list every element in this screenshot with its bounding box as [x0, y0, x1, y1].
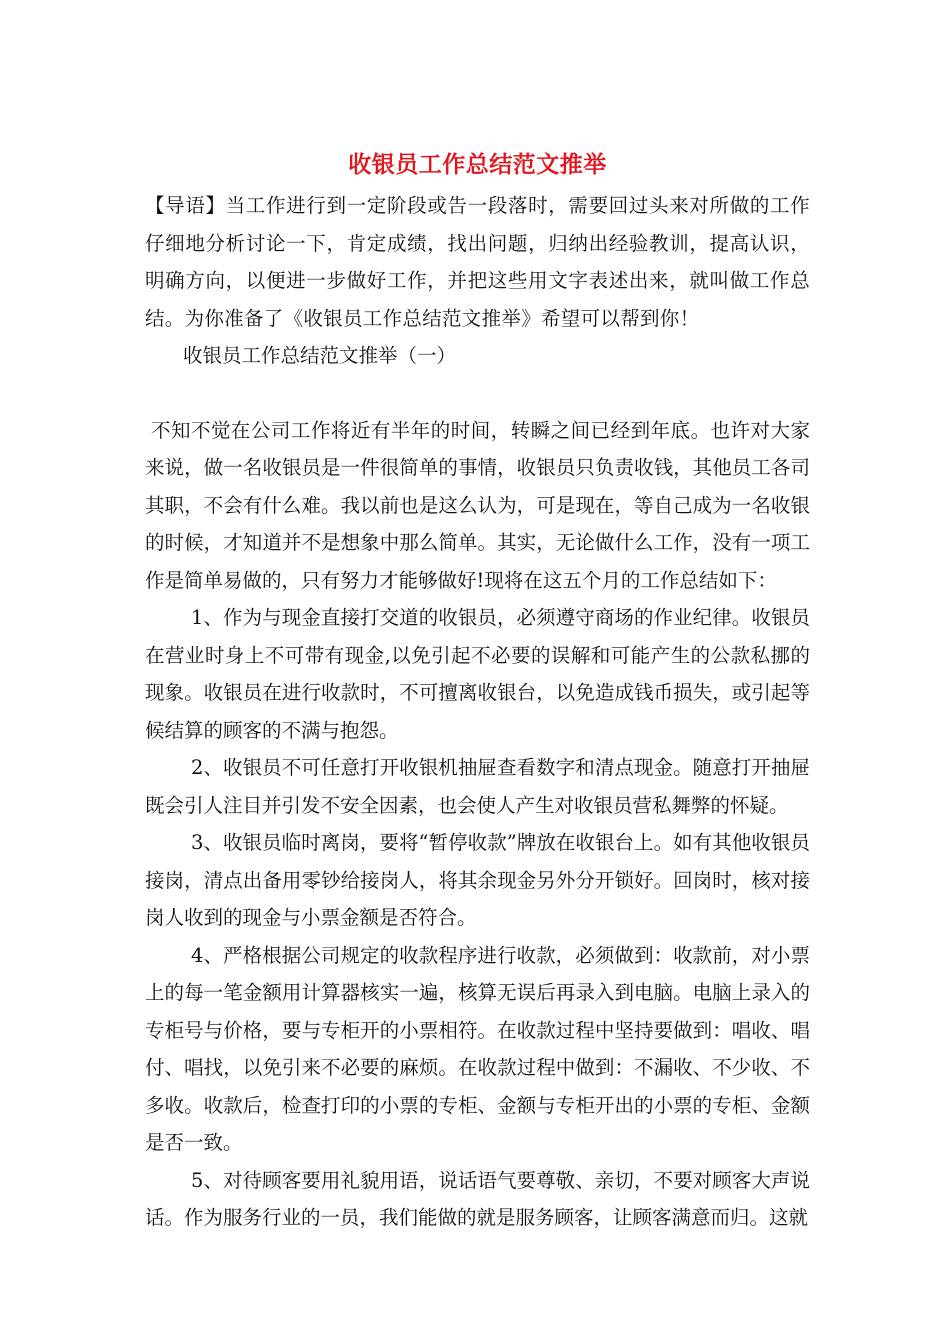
- document-body: [145, 145, 810, 1237]
- opening-paragraph: 不知不觉在公司工作将近有半年的时间，转瞬之间已经到年底。也许对大家来说，做一名收银员是一件很简单的事情，收银员只负责收钱，其他员工各司其职，不会有什么难。我以前也是这么认为，可是现在，等自己成为一名收银的时候，才知道并不是想象中那么简单。其实，无论做什么工作，没有一项工作是简单易做的，只有努力才能够做好!现将在这五个月的工作总结如下：: [145, 418, 810, 592]
- item-paragraph-5: 5、对待顾客要用礼貌用语，说话语气要尊敬、亲切，不要对顾客大声说话。作为服务行业的一员，我们能做的就是服务顾客，让顾客满意而归。这就: [145, 1168, 810, 1229]
- section-heading: 收银员工作总结范文推举（一）: [183, 344, 457, 367]
- item-paragraph-3: 3、收银员临时离岗，要将“暂停收款”牌放在收银台上。如有其他收银员接岗，清点出备用零钞给接岗人，将其余现金另外分开锁好。回岗时，核对接岗人收到的现金与小票金额是否符合。: [145, 831, 810, 929]
- intro-paragraph: 【导语】当工作进行到一定阶段或告一段落时，需要回过头来对所做的工作仔细地分析讨论一下，肯定成绩，找出问题，归纳出经验教训，提高认识，明确方向，以便进一步做好工作，并把这些用文字表述出来，就叫做工作总结。为你准备了《收银员工作总结范文推举》希望可以帮到你！: [145, 194, 810, 330]
- document-title: 收银员工作总结范文推举: [348, 151, 607, 178]
- item-paragraph-1: 1、作为与现金直接打交道的收银员，必须遵守商场的作业纪律。收银员在营业时身上不可带有现金,以免引起不必要的误解和可能产生的公款私挪的现象。收银员在进行收款时，不可擅离收银台，以免造成钱币损失，或引起等候结算的顾客的不满与抱怨。: [145, 606, 810, 742]
- item-paragraph-4: 4、严格根据公司规定的收款程序进行收款，必须做到：收款前，对小票上的每一笔金额用计算器核实一遍，核算无误后再录入到电脑。电脑上录入的专柜号与价格，要与专柜开的小票相符。在收款过程中坚持要做到：唱收、唱付、唱找，以免引来不必要的麻烦。在收款过程中做到：不漏收、不少收、不多收。收款后，检查打印的小票的专柜、金额与专柜开出的小票的专柜、金额是否一致。: [145, 943, 810, 1154]
- item-paragraph-2: 2、收银员不可任意打开收银机抽屉查看数字和清点现金。随意打开抽屉既会引人注目并引发不安全因素，也会使人产生对收银员营私舞弊的怀疑。: [145, 756, 810, 817]
- blank-line: [145, 375, 810, 412]
